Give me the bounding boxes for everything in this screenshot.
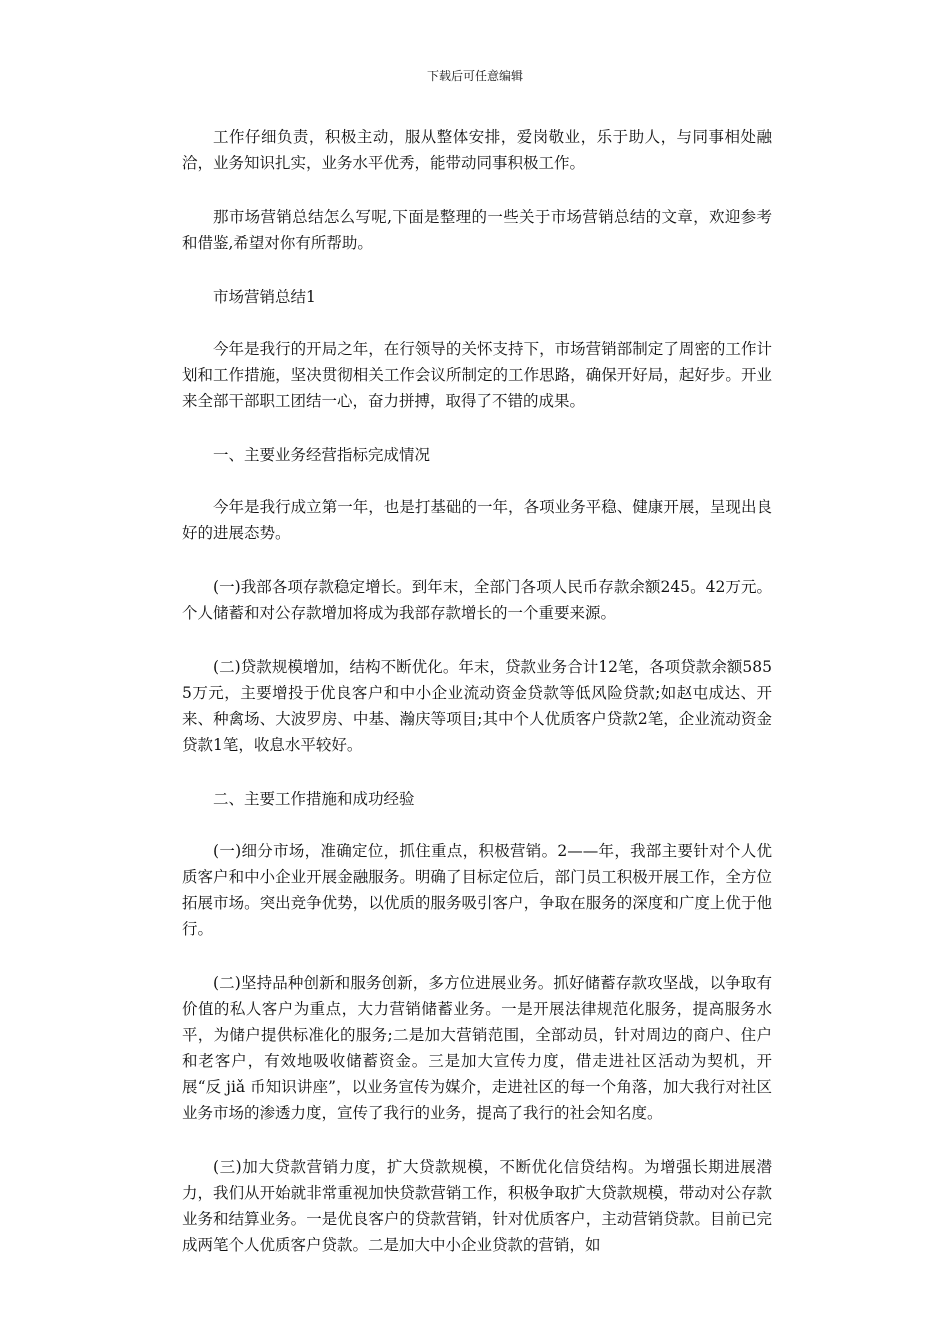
paragraph-lead: 那市场营销总结怎么写呢,下面是整理的一些关于市场营销总结的文章，欢迎参考和借鉴,希望对你有所帮助。 — [182, 208, 772, 252]
paragraph-overview: 今年是我行成立第一年，也是打基础的一年，各项业务平稳、健康开展，呈现出良好的进展态势。 — [182, 498, 772, 542]
paragraph-market-segmentation: (一)细分市场，准确定位，抓住重点，积极营销。2——年，我部主要针对个人优质客户和中小企业开展金融服务。明确了目标定位后，部门员工积极开展工作，全方位拓展市场。突出竞争优势，以优质的服务吸引客户，争取在服务的深度和广度上优于他行。 — [182, 842, 772, 938]
heading-section-2: 二、主要工作措施和成功经验 — [213, 790, 415, 808]
document-body — [182, 124, 772, 1286]
page-header: 下载后可任意编辑 — [426, 69, 523, 83]
paragraph-deposits: (一)我部各项存款稳定增长。到年末，全部门各项人民币存款余额245。42万元。个人储蓄和对公存款增加将成为我部存款增长的一个重要来源。 — [182, 578, 772, 622]
paragraph-loans: (二)贷款规模增加，结构不断优化。年末，贷款业务合计12笔，各项贷款余额5855万元，主要增投于优良客户和中小企业流动资金贷款等低风险贷款;如赵屯成达、开来、种禽场、大波罗房、中基、瀚庆等项目;其中个人优质客户贷款2笔，企业流动资金贷款1笔，收息水平较好。 — [182, 658, 772, 754]
paragraph-opening: 今年是我行的开局之年，在行领导的关怀支持下，市场营销部制定了周密的工作计划和工作措施，坚决贯彻相关工作会议所制定的工作思路，确保开好局，起好步。开业来全部干部职工团结一心，奋力拼搏，取得了不错的成果。 — [182, 340, 772, 410]
heading-section-1: 一、主要业务经营指标完成情况 — [213, 446, 431, 464]
paragraph-loan-marketing: (三)加大贷款营销力度，扩大贷款规模，不断优化信贷结构。为增强长期进展潜力，我们从开始就非常重视加快贷款营销工作，积极争取扩大贷款规模，带动对公存款业务和结算业务。一是优良客户的贷款营销，针对优质客户，主动营销贷款。目前已完成两笔个人优质客户贷款。二是加大中小企业贷款的营销，如 — [182, 1158, 772, 1254]
paragraph-innovation: (二)坚持品种创新和服务创新，多方位进展业务。抓好储蓄存款攻坚战，以争取有价值的私人客户为重点，大力营销储蓄业务。一是开展法律规范化服务，提高服务水平，为储户提供标准化的服务;二是加大营销范围，全部动员，针对周边的商户、住户和老客户，有效地吸收储蓄资金。三是加大宣传力度，借走进社区活动为契机，开展“反 jiǎ 币知识讲座”，以业务宣传为媒介，走进社区的每一个角落，加大我行对社区业务市场的渗透力度，宣传了我行的业务，提高了我行的社会知名度。 — [182, 974, 772, 1122]
paragraph-intro: 工作仔细负责，积极主动，服从整体安排，爱岗敬业，乐于助人，与同事相处融洽，业务知识扎实，业务水平优秀，能带动同事积极工作。 — [182, 128, 772, 172]
section-title: 市场营销总结1 — [213, 288, 316, 306]
